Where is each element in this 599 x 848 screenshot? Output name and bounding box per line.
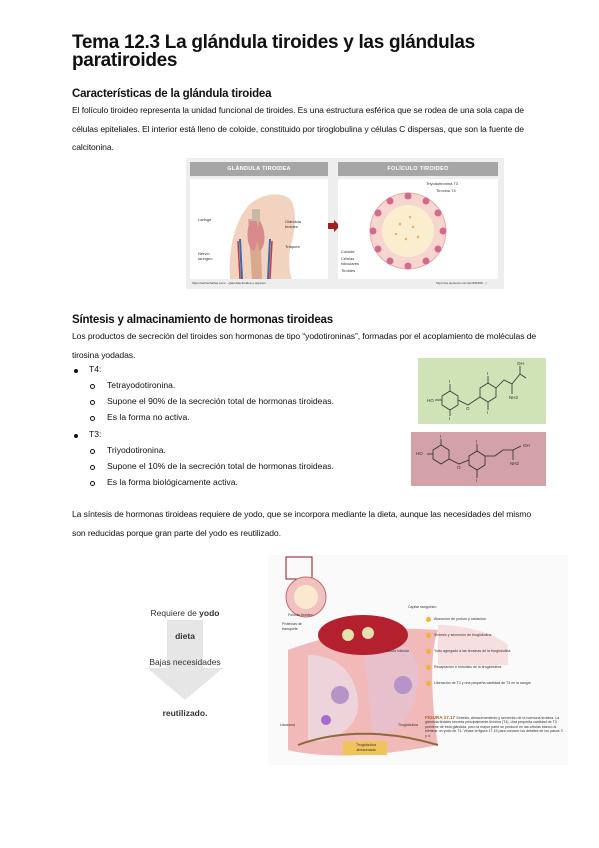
thyroid-follicle-illustration (338, 179, 498, 279)
source-url-right: https://es.pinterest.com/pin/486459…/ (436, 281, 487, 285)
legend-marker (426, 665, 431, 670)
label-t3: Triyodotironina T3 (426, 181, 459, 186)
label-capillary: Capilar sanguíneo (408, 605, 437, 609)
t3-o-label: O (457, 465, 461, 470)
label-larynx: Laringe (198, 217, 212, 222)
label-t4: Tiroxina T4 (436, 188, 456, 193)
sub-bullet-circle (90, 449, 95, 454)
legend-marker (426, 681, 431, 686)
t4-label: T4: (89, 364, 102, 374)
label-thyroglobulin: Tiroglobulina (398, 723, 418, 727)
t4-item: Es la forma no activa. (107, 412, 190, 422)
legend-item: Liberación de T3 y una pequeña cantidad de T4 en la sangre (434, 681, 531, 685)
legend-item: Síntesis y secreción de tiroglobulina (434, 633, 492, 637)
t3-nh2-label: NH2 (510, 461, 520, 466)
t3-molecule (411, 432, 546, 486)
paragraph-iodine: La síntesis de hormonas tiroideas requiere de yodo, que se incorpora mediante la dieta, aunque las necesidades del mismo son reducidas porque gran parte del yodo es reutilizado. (72, 509, 532, 538)
neck-illustration (190, 179, 328, 279)
t4-item: Supone el 90% de la secreción total de hormonas tiroideas. (107, 396, 334, 406)
t4-iodine-label: I (449, 379, 451, 384)
label-lysosome: Lisosoma (280, 723, 295, 727)
legend-item: Absorción de yoduro y oxidación (434, 617, 486, 621)
t4-nh2-label: NH2 (509, 395, 519, 400)
t4-molecule (418, 358, 546, 424)
iodine-flow-diagram (120, 600, 250, 730)
sub-bullet-circle (90, 400, 95, 405)
t4-iodine-label: I (487, 410, 489, 415)
t3-label: T3: (89, 429, 102, 439)
flow-diet: dieta (175, 631, 195, 641)
sub-bullet-circle (90, 465, 95, 470)
page-title: Tema 12.3 La glándula tiroides y las glándulas paratiroides (72, 32, 475, 71)
label-transport-proteins: Proteínas de transporte (282, 622, 302, 631)
t3-iodine-label: I (440, 434, 442, 439)
figure-caption (425, 716, 565, 738)
t4-o-label: O (466, 406, 470, 411)
legend-item: Recaptación e hidrólisis de la tiroglobulina (434, 665, 502, 669)
t3-ho-label: HO (416, 451, 423, 456)
label-colloid: Coloide (341, 249, 355, 254)
source-url-left: https://sobrecharlas.com/…/glandula-tiroides-y-organos (192, 281, 266, 285)
label-stored-thyroglobulin: Tiroglobulina almacenada (356, 743, 376, 752)
label-laryngeal-nerve: Nervio laríngeo (198, 251, 213, 261)
t3-oh-label: OH (523, 443, 530, 448)
paragraph-follicle: El folículo tiroideo representa la unidad funcional de tiroides. Es una estructura esférica que se rodea de una sola capa de células epiteliales. El interior está lleno de coloide, constituido por tiroglobulina y células C dispersas, que son la fuente de calcitonina. (72, 105, 524, 152)
flow-low-needs: Bajas necesidades (149, 657, 221, 667)
legend-item: Yodo agregado a las tirosinas de la tiroglobulina (434, 649, 511, 653)
label-thyroid: Tiroides (341, 268, 356, 273)
legend-marker (426, 617, 431, 622)
t3-item: Triyodotironina. (107, 445, 166, 455)
figure-header-follicle: FOLÍCULO TIROIDEO (338, 162, 498, 176)
flow-iodine-word: yodo (199, 608, 220, 618)
thyroid-figure (186, 158, 504, 289)
legend-marker (426, 633, 431, 638)
t3-iodine-label: I (476, 439, 478, 444)
section-heading-synthesis: Síntesis y almacinamiento de hormonas tiroideas (72, 314, 333, 326)
flow-requires-iodine: Requiere de yodo (150, 608, 220, 618)
t4-oh-label: OH (517, 361, 524, 366)
bullet-dot (74, 369, 78, 373)
t4-structure-image (418, 358, 546, 424)
t4-iodine-label: I (487, 371, 489, 376)
label-follicular-cell: Célula folicular (386, 649, 409, 653)
sub-bullet-circle (90, 481, 95, 486)
label-trachea: Tráquea (285, 244, 300, 249)
section-heading-characteristics: Características de la glándula tiroidea (72, 88, 272, 100)
t4-ho-label: HO (427, 398, 434, 403)
label-follicular-cells: Células foliculares (341, 256, 360, 266)
label-follicle: Folículo tiroideo (288, 613, 313, 617)
t3-item: Supone el 10% de la secreción total de hormonas tiroideas. (107, 461, 334, 471)
sub-bullet-circle (90, 384, 95, 389)
paragraph-iodothyronines: Los productos de secreción del tiroides son hormonas de tipo “yodotironinas”, formadas por el acoplamiento de moléculas de tirosina yodadas. (72, 331, 537, 360)
legend-marker (426, 649, 431, 654)
t4-item: Tetrayodotironina. (107, 380, 176, 390)
thyroid-gland-illustration (190, 179, 328, 279)
t3-iodine-label: I (476, 478, 478, 483)
caption-title: FIGURA 17.17 (425, 715, 456, 720)
t4-iodine-label: I (449, 416, 451, 421)
bullet-dot (74, 434, 78, 438)
label-thyroid-gland: Glándula tiroides (285, 219, 302, 229)
figure-header-gland: GLÁNDULA TIROIDEA (190, 162, 328, 176)
sub-bullet-circle (90, 416, 95, 421)
t3-structure-image (411, 432, 546, 486)
flow-reused: reutilizado. (162, 708, 208, 718)
caption-text: Síntesis, almacenamiento y secreción de la hormona tiroidea. La glándula tiroides secreta principalmente tiroxina (T4). Una pequeña cantidad de T3 proviene de esta glándula, pero la mayor parte se produce en las células blanco al eliminar un yodo de T4. Véase la figura 17.15 para conocer los detalles de los pasos 3 y 4. (425, 716, 563, 738)
t3-item: Es la forma biológicamente activa. (107, 477, 238, 487)
